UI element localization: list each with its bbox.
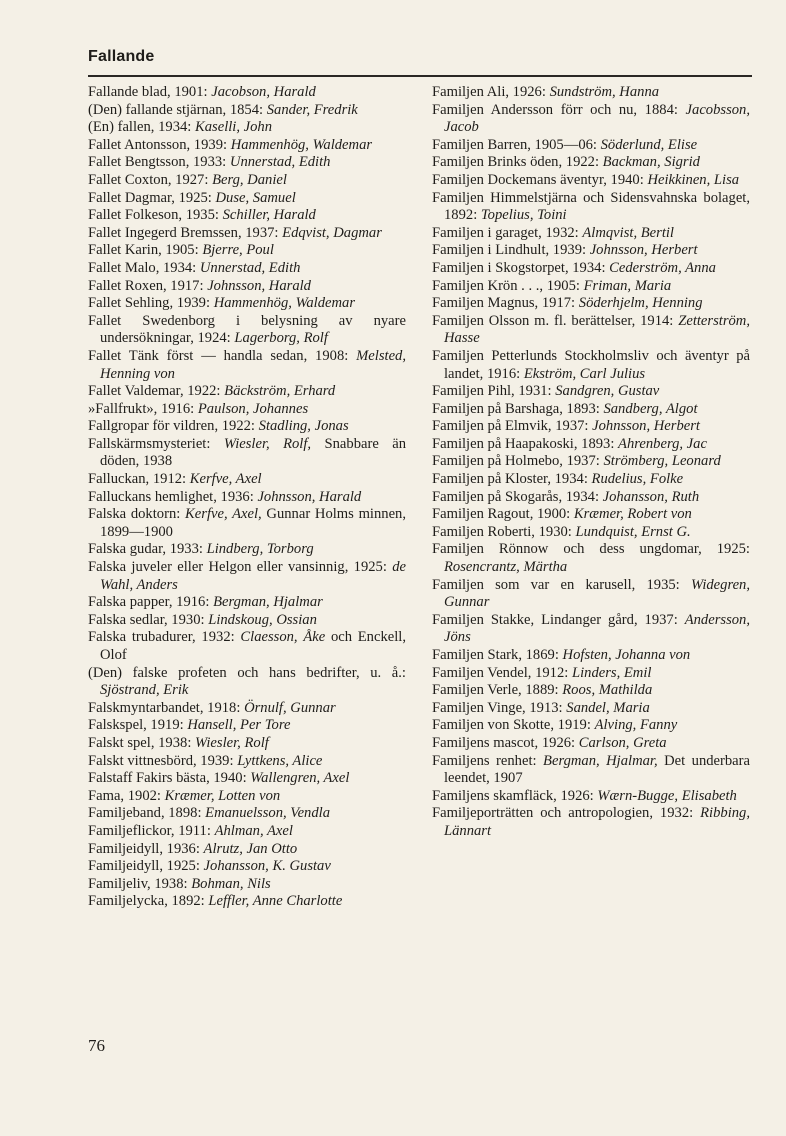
right-column: [432, 84, 750, 841]
index-entry: [432, 471, 750, 489]
index-entry: [432, 788, 750, 806]
index-entry: [432, 154, 750, 172]
index-entry: [88, 700, 406, 718]
index-entry: [432, 348, 750, 383]
entry-author: Emanuelsson, Vendla: [205, 805, 331, 822]
index-entry: [432, 453, 750, 471]
entry-note: Snabbare än döden, 1938: [100, 435, 406, 470]
entry-title: Familjen i garaget, 1932:: [432, 224, 579, 241]
entry-title: Fama, 1902:: [88, 787, 161, 804]
entry-title: Familjen von Skotte, 1919:: [432, 717, 591, 734]
entry-title: Familjen Vinge, 1913:: [432, 699, 563, 716]
entry-title: Familjen Verle, 1889:: [432, 682, 559, 699]
entry-author: Rudelius, Folke: [591, 471, 684, 488]
index-entry: [88, 207, 406, 225]
index-entry: [432, 805, 750, 840]
entry-title: Fallet Malo, 1934:: [88, 259, 197, 276]
entry-author: Sandel, Maria: [566, 699, 650, 716]
index-entry: [432, 225, 750, 243]
entry-author: Widegren, Gunnar: [444, 576, 751, 611]
index-entry: [432, 295, 750, 313]
entry-author: Johansson, K. Gustav: [203, 858, 331, 875]
entry-author: Sander, Fredrik: [266, 101, 358, 118]
entry-title: Fallgropar för vildren, 1922:: [88, 418, 255, 435]
entry-author: Unnerstad, Edith: [229, 154, 331, 171]
index-entry: [88, 753, 406, 771]
entry-title: Fallet Sehling, 1939:: [88, 295, 211, 312]
entry-author: Alving, Fanny: [594, 717, 678, 734]
entry-author: Lundquist, Ernst G.: [575, 523, 691, 540]
entry-title: Familjen Stark, 1869:: [432, 647, 559, 663]
index-entry: [88, 489, 406, 507]
entry-title: Falska trubadurer, 1932:: [88, 629, 235, 646]
entry-title: Falska juveler eller Helgon eller vansinnig, 1925:: [88, 559, 387, 576]
entry-title: Fallet Ingegerd Bremssen, 1937:: [88, 224, 279, 241]
index-entry: [432, 717, 750, 735]
entry-title: Falstaff Fakirs bästa, 1940:: [88, 770, 247, 787]
entry-author: Jacobson, Harald: [211, 84, 316, 100]
entry-author: Johnsson, Herbert: [592, 418, 700, 435]
index-entry: [88, 278, 406, 296]
entry-author: Berg, Daniel: [212, 171, 287, 188]
header-rule: [88, 75, 752, 77]
index-entry: [88, 295, 406, 313]
entry-title: Familjen Dockemans äventyr, 1940:: [432, 171, 644, 188]
index-entry: [88, 172, 406, 190]
entry-title: Falskt spel, 1938:: [88, 734, 192, 751]
entry-author: Kræmer, Lotten von: [164, 787, 281, 804]
entry-title: Fallet Bengtsson, 1933:: [88, 154, 227, 171]
index-entry: [88, 242, 406, 260]
index-entry: [88, 841, 406, 859]
index-entry: [432, 436, 750, 454]
entry-author: Kerfve, Axel: [189, 471, 262, 488]
entry-author: Söderlund, Elise: [600, 136, 698, 153]
entry-title: Fallet Folkeson, 1935:: [88, 207, 219, 224]
index-entry: [432, 647, 750, 665]
entry-title: Familjen som var en karusell, 1935:: [432, 576, 680, 593]
entry-author: Stadling, Jonas: [258, 418, 349, 435]
entry-author: Ribbing, Lännart: [444, 805, 750, 839]
entry-author: Lyttkens, Alice: [237, 752, 323, 769]
entry-author: Jacobsson, Jacob: [444, 101, 750, 136]
index-entry: [432, 418, 750, 436]
index-entry: [88, 594, 406, 612]
entry-title: Falska gudar, 1933:: [88, 541, 203, 558]
entry-author: Duse, Samuel: [215, 189, 296, 206]
entry-author: Melsted, Henning von: [100, 347, 406, 382]
index-entry: [88, 84, 406, 102]
entry-title: Falskt vittnesbörd, 1939:: [88, 752, 234, 769]
index-entry: [432, 242, 750, 260]
entry-author: Backman, Sigrid: [602, 154, 700, 171]
entry-author: Schiller, Harald: [222, 207, 316, 224]
entry-title: Familjen Roberti, 1930:: [432, 523, 572, 540]
entry-author: Bergman, Hjalmar,: [543, 752, 658, 769]
index-entry: [432, 172, 750, 190]
index-entry: [88, 119, 406, 137]
index-entry: [432, 506, 750, 524]
page-header: Fallande: [88, 48, 155, 65]
entry-title: Familjen Andersson förr och nu, 1884:: [432, 101, 678, 118]
index-entry: [88, 805, 406, 823]
index-entry: [88, 629, 406, 664]
entry-author: Rosencrantz, Märtha: [444, 559, 568, 576]
entry-author: Johansson, Ruth: [602, 488, 700, 505]
entry-title: »Fallfrukt», 1916:: [88, 400, 195, 417]
entry-author: Wallengren, Axel: [250, 770, 350, 787]
entry-title: Familjen Rönnow och dess ungdomar, 1925:: [432, 541, 750, 558]
entry-author: Ekström, Carl Julius: [523, 365, 646, 382]
entry-title: Familjens renhet:: [432, 752, 537, 769]
entry-title: Falskmyntarbandet, 1918:: [88, 699, 241, 716]
entry-title: Familjens skamfläck, 1926:: [432, 787, 594, 804]
index-entry: [88, 383, 406, 401]
entry-author: Hammenhög, Waldemar: [213, 295, 356, 312]
entry-title: (En) fallen, 1934:: [88, 119, 192, 136]
index-entry: [88, 876, 406, 894]
index-entry: [88, 506, 406, 541]
entry-author: Roos, Mathilda: [562, 682, 653, 699]
entry-author: Linders, Emil: [572, 664, 652, 681]
entry-title: Fallet Swedenborg i belysning av nyare undersökningar, 1924:: [88, 312, 406, 347]
entry-author: Wiesler, Rolf: [195, 734, 269, 751]
index-entry: [88, 823, 406, 841]
entry-title: Falska sedlar, 1930:: [88, 611, 205, 628]
index-entry: [88, 717, 406, 735]
entry-author: Bäckström, Erhard: [224, 383, 336, 400]
entry-title: Familjen på Barshaga, 1893:: [432, 400, 600, 417]
entry-title: Familjen Brinks öden, 1922:: [432, 154, 600, 171]
entry-title: Fallet Tänk först — handla sedan, 1908:: [88, 347, 349, 364]
entry-author: Kaselli, John: [195, 119, 273, 136]
entry-title: Familjen i Lindhult, 1939:: [432, 242, 587, 259]
index-entry: [88, 313, 406, 348]
entry-title: Familjen Petterlunds Stockholmsliv och äventyr på landet, 1916:: [432, 347, 750, 382]
entry-author: Ahrenberg, Jac: [618, 435, 707, 452]
entry-title: Falluckans hemlighet, 1936:: [88, 488, 254, 505]
entry-title: Fallande blad, 1901:: [88, 84, 208, 100]
index-entry: [432, 190, 750, 225]
index-entry: [88, 665, 406, 700]
index-entry: [88, 471, 406, 489]
entry-title: Fallet Antonsson, 1939:: [88, 136, 228, 153]
index-entry: [88, 348, 406, 383]
entry-title: Familjen Krön . . ., 1905:: [432, 277, 580, 294]
entry-title: Familjen Stakke, Lindanger gård, 1937:: [432, 611, 678, 628]
entry-author: Hofsten, Johanna von: [562, 647, 691, 663]
entry-title: Fallskärmsmysteriet:: [88, 435, 211, 452]
entry-title: Familjen på Skogarås, 1934:: [432, 488, 599, 505]
entry-title: Familjeband, 1898:: [88, 805, 202, 822]
entry-title: Familjen i Skogstorpet, 1934:: [432, 259, 606, 276]
index-entry: [432, 260, 750, 278]
index-entry: [88, 559, 406, 594]
entry-author: Friman, Maria: [583, 277, 672, 294]
index-entry: [432, 102, 750, 137]
index-entry: [432, 489, 750, 507]
entry-author: Almqvist, Bertil: [582, 224, 674, 241]
entry-title: Fallet Dagmar, 1925:: [88, 189, 212, 206]
index-entry: [88, 190, 406, 208]
index-entry: [88, 735, 406, 753]
entry-title: Familjeflickor, 1911:: [88, 822, 211, 839]
entry-author: Kerfve, Axel,: [185, 506, 262, 523]
entry-title: Fallet Coxton, 1927:: [88, 171, 209, 188]
entry-author: Bohman, Nils: [191, 875, 271, 892]
entry-title: Familjen på Elmvik, 1937:: [432, 418, 589, 435]
entry-author: Lindskoug, Ossian: [208, 611, 317, 628]
entry-note: Det underbara leendet, 1907: [444, 752, 750, 787]
index-entry: [88, 893, 406, 911]
entry-author: Topelius, Toini: [480, 207, 567, 224]
entry-title: Falska doktorn:: [88, 506, 181, 523]
index-entry: [432, 753, 750, 788]
index-entry: [432, 401, 750, 419]
left-column: [88, 84, 406, 911]
index-entry: [88, 401, 406, 419]
entry-title: Familjens mascot, 1926:: [432, 734, 576, 751]
entry-author: Sandgren, Gustav: [555, 383, 660, 400]
entry-author: Sjöstrand, Erik: [100, 682, 189, 699]
entry-title: Familjen Magnus, 1917:: [432, 295, 576, 312]
entry-title: Familjen Ragout, 1900:: [432, 506, 571, 523]
entry-title: Familjeporträtten och antropologien, 1932:: [432, 805, 694, 822]
entry-author: Söderhjelm, Henning: [578, 295, 703, 312]
entry-author: Unnerstad, Edith: [199, 259, 301, 276]
entry-title: Familjen på Haapakoski, 1893:: [432, 435, 615, 452]
entry-title: Fallet Roxen, 1917:: [88, 277, 204, 294]
index-entry: [88, 225, 406, 243]
entry-author: Lindberg, Torborg: [206, 541, 314, 558]
index-entry: [432, 665, 750, 683]
entry-author: Heikkinen, Lisa: [647, 171, 740, 188]
entry-author: Sundström, Hanna: [549, 84, 660, 100]
index-entry: [432, 524, 750, 542]
entry-note: och Enckell, Olof: [100, 629, 406, 663]
entry-title: Falluckan, 1912:: [88, 471, 187, 488]
entry-title: Fallet Valdemar, 1922:: [88, 383, 221, 400]
entry-title: Familjen Pihl, 1931:: [432, 383, 552, 400]
entry-author: Leffler, Anne Charlotte: [208, 893, 343, 910]
index-entry: [88, 154, 406, 172]
entry-author: Wiesler, Rolf,: [223, 435, 312, 452]
entry-title: Familjen Ali, 1926:: [432, 84, 546, 100]
entry-author: Lagerborg, Rolf: [234, 330, 328, 347]
entry-title: Familjeidyll, 1936:: [88, 840, 200, 857]
page-number: 76: [88, 1036, 105, 1055]
entry-author: Ahlman, Axel: [214, 822, 293, 839]
index-entry: [88, 260, 406, 278]
entry-title: (Den) falske profeten och hans bedrifter, u. å.:: [88, 664, 406, 681]
entry-title: Familjelycka, 1892:: [88, 893, 205, 910]
entry-author: de Wahl, Anders: [100, 559, 406, 593]
entry-author: Örnulf, Gunnar: [244, 699, 336, 716]
index-entry: [432, 541, 750, 576]
index-entry: [88, 418, 406, 436]
entry-title: Familjen Himmelstjärna och Sidensvahnska bolaget, 1892:: [432, 189, 750, 224]
entry-title: Falska papper, 1916:: [88, 594, 210, 611]
index-entry: [432, 700, 750, 718]
entry-author: Bergman, Hjalmar: [213, 594, 323, 611]
entry-author: Edqvist, Dagmar: [282, 224, 382, 241]
entry-title: Familjen Barren, 1905—06:: [432, 136, 597, 153]
entry-author: Carlson, Greta: [578, 734, 667, 751]
entry-title: Fallet Karin, 1905:: [88, 242, 199, 259]
index-entry: [88, 788, 406, 806]
entry-author: Bjerre, Poul: [202, 242, 274, 259]
entry-author: Alrutz, Jan Otto: [203, 840, 298, 857]
entry-author: Hammenhög, Waldemar: [230, 136, 373, 153]
index-entry: [432, 735, 750, 753]
index-entry: [432, 137, 750, 155]
index-entry: [88, 858, 406, 876]
index-entry: [432, 383, 750, 401]
index-entry: [88, 612, 406, 630]
entry-author: Johnsson, Harald: [257, 488, 362, 505]
index-entry: [432, 278, 750, 296]
entry-title: Familjen på Kloster, 1934:: [432, 471, 588, 488]
entry-author: Wærn-Bugge, Elisabeth: [597, 787, 737, 804]
index-entry: [88, 102, 406, 120]
entry-title: Familjeliv, 1938:: [88, 875, 188, 892]
index-entry: [88, 137, 406, 155]
entry-title: Familjen på Holmebo, 1937:: [432, 453, 600, 470]
entry-author: Johnsson, Harald: [207, 277, 311, 294]
index-entry: [88, 436, 406, 471]
index-entry: [88, 770, 406, 788]
index-entry: [432, 577, 750, 612]
index-entry: [432, 84, 750, 102]
index-entry: [88, 541, 406, 559]
entry-title: (Den) fallande stjärnan, 1854:: [88, 101, 264, 118]
entry-author: Cederström, Anna: [609, 259, 716, 276]
entry-author: Zetterström, Hasse: [444, 312, 750, 347]
entry-author: Andersson, Jöns: [444, 611, 750, 646]
entry-author: Kræmer, Robert von: [573, 506, 692, 523]
entry-title: Familjen Olsson m. fl. berättelser, 1914:: [432, 312, 674, 329]
entry-title: Falskspel, 1919:: [88, 717, 184, 734]
entry-note: Gunnar Holms minnen, 1899—1900: [100, 506, 406, 540]
entry-author: Claesson, Åke: [240, 629, 326, 646]
entry-author: Sandberg, Algot: [603, 400, 698, 417]
index-entry: [432, 682, 750, 700]
entry-author: Johnsson, Herbert: [589, 242, 698, 259]
index-entry: [432, 612, 750, 647]
entry-author: Hansell, Per Tore: [187, 717, 291, 734]
entry-title: Familjeidyll, 1925:: [88, 858, 200, 875]
entry-author: Paulson, Johannes: [197, 400, 309, 417]
index-entry: [432, 313, 750, 348]
entry-author: Strömberg, Leonard: [603, 453, 721, 470]
entry-title: Familjen Vendel, 1912:: [432, 664, 569, 681]
